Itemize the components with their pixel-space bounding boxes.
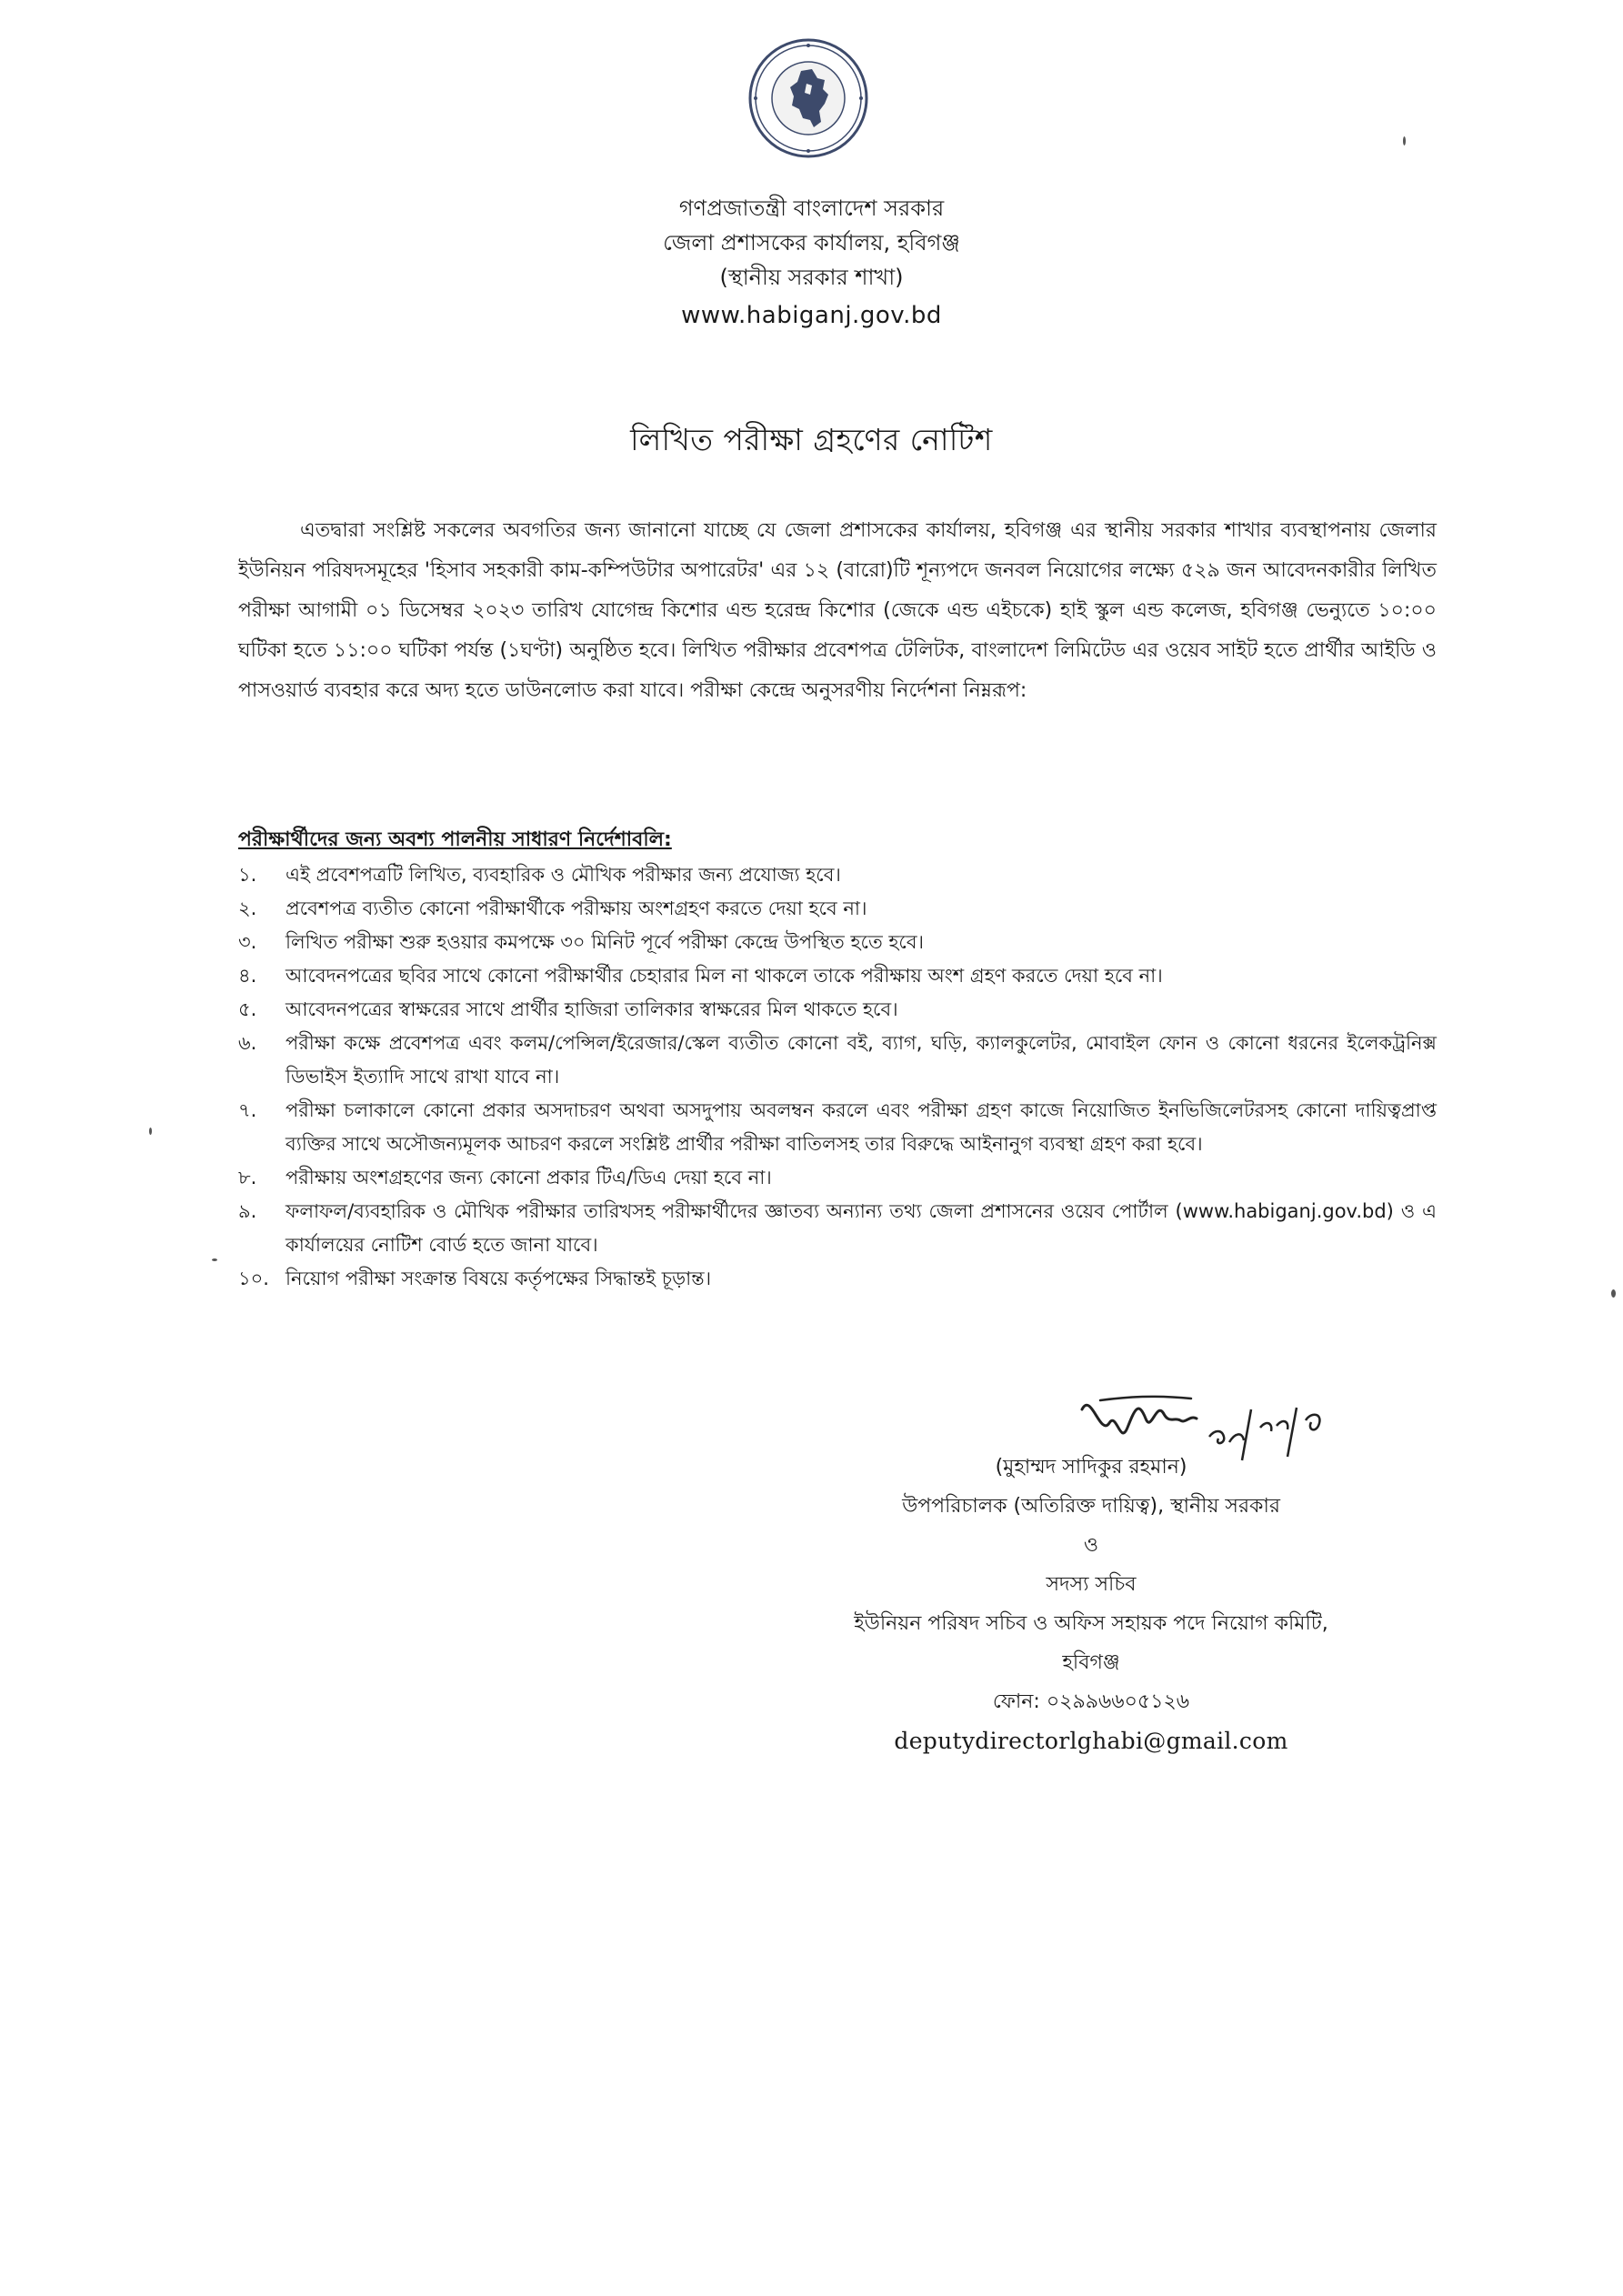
item-text: আবেদনপত্রের স্বাক্ষরের সাথে প্রার্থীর হাজিরা তালিকার স্বাক্ষরের মিল থাকতে হবে। [286,998,898,1020]
list-item [238,1262,1437,1296]
item-text: পরীক্ষায় অংশগ্রহণের জন্য কোনো প্রকার টিএ/ডিএ দেয়া হবে না। [286,1167,772,1188]
item-text: নিয়োগ পরীক্ষা সংক্রান্ত বিষয়ে কর্তৃপক্ষের সিদ্ধান্তই চূড়ান্ত। [286,1268,712,1289]
item-number: ৫. [238,998,257,1020]
district-name: হবিগঞ্জ [1062,1651,1120,1674]
item-text: পরীক্ষা কক্ষে প্রবেশপত্র এবং কলম/পেন্সিল/ইরেজার/স্কেল ব্যতীত কোনো বই, ব্যাগ, ঘড়ি, ক্যালকুলেটর, মোবাইল ফোন ও কোনো ধরনের ইলেকট্রনিক্স ডিভাইস ইত্যাদি সাথে রাখা যাবে না। [286,1032,1437,1088]
signatory-block [800,1448,1382,1760]
item-text: আবেদনপত্রের ছবির সাথে কোনো পরীক্ষার্থীর চেহারার মিল না থাকলে তাকে পরীক্ষায় অংশ গ্রহণ করতে দেয়া হবে না। [286,965,1163,987]
item-number: ৭. [238,1099,257,1121]
item-number: ৩. [238,931,257,953]
government-seal-icon [746,36,870,160]
scan-speck [149,1128,152,1135]
signatory-role: সদস্য সচিব [1046,1573,1137,1596]
branch-name: (স্থানীয় সরকার শাখা) [719,265,904,290]
item-number: ৮. [238,1167,257,1188]
scan-speck [1403,136,1406,145]
letterhead [0,191,1623,333]
list-item [238,1027,1437,1094]
item-text: লিখিত পরীক্ষা শুরু হওয়ার কমপক্ষে ৩০ মিনিট পূর্বে পরীক্ষা কেন্দ্রে উপস্থিত হতে হবে। [286,931,925,953]
item-text: ফলাফল/ব্যবহারিক ও মৌখিক পরীক্ষার তারিখসহ পরীক্ষার্থীদের জ্ঞাতব্য অন্যান্য তথ্য জেলা প্রশাসনের ওয়েব পোর্টাল (www.habiganj.gov.bd) ও এ কার্যালয়ের নোটিশ বোর্ড হতে জানা যাবে। [286,1200,1437,1256]
signatory-name: (মুহাম্মদ সাদিকুর রহমান) [995,1456,1187,1479]
item-number: ২. [238,897,257,919]
scan-speck [212,1258,217,1261]
item-number: ১. [238,864,257,886]
scan-speck [1611,1289,1616,1298]
item-text: এই প্রবেশপত্রটি লিখিত, ব্যবহারিক ও মৌখিক পরীক্ষার জন্য প্রযোজ্য হবে। [286,864,841,886]
list-item [238,993,1437,1027]
list-item [238,926,1437,959]
list-item [238,892,1437,926]
instructions-list [238,858,1437,1296]
item-text: পরীক্ষা চলাকালে কোনো প্রকার অসদাচরণ অথবা অসদুপায় অবলম্বন করলে এবং পরীক্ষা গ্রহণ কাজে নিয়োজিত ইনভিজিলেটরসহ কোনো দায়িত্বপ্রাপ্ত ব্যক্তির সাথে অসৌজন্যমূলক আচরণ করলে সংশ্লিষ্ট প্রার্থীর পরীক্ষা বাতিলসহ তার বিরুদ্ধে আইনানুগ ব্যবস্থা গ্রহণ করা হবে। [286,1099,1437,1155]
item-number: ১০. [238,1268,269,1289]
phone-number: ফোন: ০২৯৯৬৬০৫১২৬ [992,1690,1190,1713]
list-item [238,1195,1437,1262]
notice-title: লিখিত পরীক্ষা গ্রহণের নোটিশ [630,422,993,457]
website-link[interactable]: www.habiganj.gov.bd [681,302,942,329]
office-name: জেলা প্রশাসকের কার্যালয়, হবিগঞ্জ [663,230,960,256]
notice-body: এতদ্বারা সংশ্লিষ্ট সকলের অবগতির জন্য জানানো যাচ্ছে যে জেলা প্রশাসকের কার্যালয়, হবিগঞ্জ এর স্থানীয় সরকার শাখার ব্যবস্থাপনায় জেলার ইউনিয়ন পরিষদসমূহের 'হিসাব সহকারী কাম-কম্পিউটার অপারেটর' এর ১২ (বারো)টি শূন্যপদে জনবল নিয়োগের লক্ষ্যে ৫২৯ জন আবেদনকারীর লিখিত পরীক্ষা আগামী ০১ ডিসেম্বর ২০২৩ তারিখ যোগেন্দ্র কিশোর এন্ড হরেন্দ্র কিশোর (জেকে এন্ড এইচকে) হাই স্কুল এন্ড কলেজ, হবিগঞ্জ ভেন্যুতে ১০:০০ ঘটিকা হতে ১১:০০ ঘটিকা পর্যন্ত (১ঘণ্টা) অনুষ্ঠিত হবে। লিখিত পরীক্ষার প্রবেশপত্র টেলিটক, বাংলাদেশ লিমিটেড এর ওয়েব সাইট হতে প্রার্থীর আইডি ও পাসওয়ার্ড ব্যবহার করে অদ্য হতে ডাউনলোড করা যাবে। পরীক্ষা কেন্দ্রে অনুসরণীয় নির্দেশনা নিম্নরূপ: [238,519,1437,702]
item-text: প্রবেশপত্র ব্যতীত কোনো পরীক্ষার্থীকে পরীক্ষায় অংশগ্রহণ করতে দেয়া হবে না। [286,897,867,919]
item-number: ৯. [238,1200,257,1222]
list-item [238,1161,1437,1195]
item-number: ৪. [238,965,257,987]
list-item [238,959,1437,993]
item-number: ৬. [238,1032,257,1054]
instructions-heading: পরীক্ষার্থীদের জন্য অবশ্য পালনীয় সাধারণ নির্দেশাবলি: [238,828,672,851]
committee-name: ইউনিয়ন পরিষদ সচিব ও অফিস সহায়ক পদে নিয়োগ কমিটি, [854,1612,1328,1635]
signatory-designation: উপপরিচালক (অতিরিক্ত দায়িত্ব), স্থানীয় সরকার [902,1495,1280,1518]
conjunction-text: ও [1083,1534,1099,1557]
list-item [238,858,1437,892]
email-link[interactable]: deputydirectorlghabi@gmail.com [894,1728,1288,1754]
list-item [238,1094,1437,1161]
govt-name: গণপ্রজাতন্ত্রী বাংলাদেশ সরকার [678,196,945,221]
